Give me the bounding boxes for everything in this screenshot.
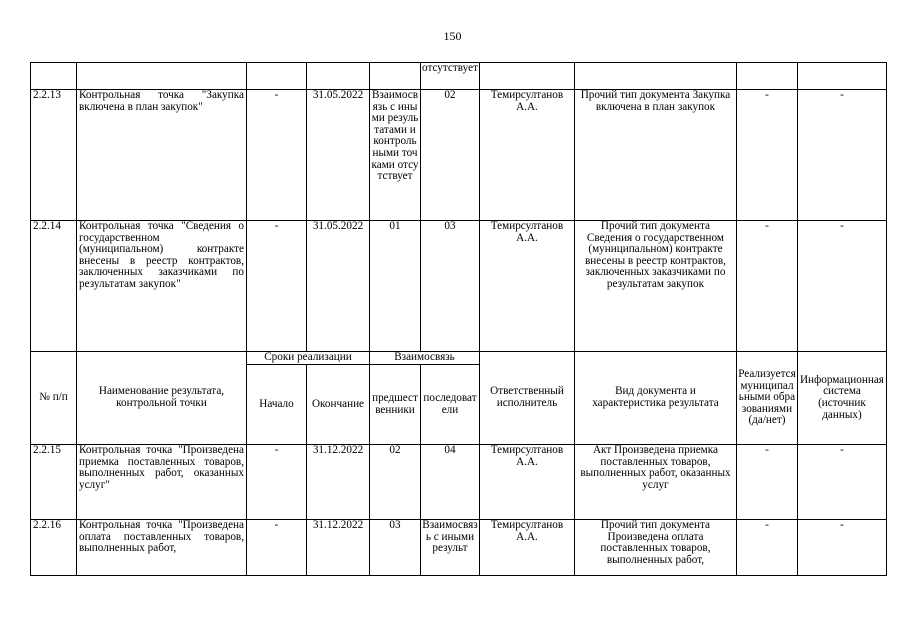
cell-num: 2.2.14 [31,221,77,352]
cell-start: - [247,445,307,520]
cell-num: 2.2.13 [31,90,77,221]
cell-successors: 02 [421,90,480,221]
header-num: № п/п [31,352,77,445]
header-name: Наименование результата, контрольной точки [77,352,247,445]
cell-info-system: - [797,90,886,221]
cell-doc-type: Прочий тип документа Закупка включена в план закупок [574,90,736,221]
cell-municipal: - [736,221,797,352]
table-row [31,520,887,576]
cell-start: - [247,520,307,576]
cell-predecessors: 02 [370,445,421,520]
cell-municipal: - [736,445,797,520]
cell-name: Контрольная точка "Произведена оплата поставленных товаров, выполненных работ, [77,520,247,576]
cell-name: Контрольная точка "Закупка включена в план закупок" [77,90,247,221]
cell-responsible: Темирсултанов А.А. [479,221,574,352]
header-info-system: Информационная система (источник данных) [797,352,886,445]
header-predecessors: предшественники [370,365,421,445]
table-header-row [31,352,887,365]
cell-end: 31.12.2022 [307,445,370,520]
cell-successors: 03 [421,221,480,352]
cell-municipal: - [736,520,797,576]
table-row-continued [31,63,887,90]
cell-name: Контрольная точка "Сведения о государственном (муниципальном) контракте внесены в реестр контрактов, заключенных заказчиками по результатам закупок" [77,221,247,352]
cell-num: 2.2.15 [31,445,77,520]
page-number: 150 [443,29,462,43]
header-end: Окончание [307,365,370,445]
header-successors: последователи [421,365,480,445]
cell-info-system: - [797,221,886,352]
cell-name: Контрольная точка "Произведена приемка поставленных товаров, выполненных работ, оказанных услуг" [77,445,247,520]
cell-end: 31.05.2022 [307,221,370,352]
cell-responsible: Темирсултанов А.А. [479,445,574,520]
cell-end: 31.05.2022 [307,90,370,221]
cell-doc-type: Акт Произведена приемка поставленных товаров, выполненных работ, оказанных услуг [574,445,736,520]
header-start: Начало [247,365,307,445]
cell-successors: 04 [421,445,480,520]
cell-predecessors: Взаимосвязь с иными результатами и контрольными точками отсутствует [370,90,421,221]
cell-start: - [247,90,307,221]
cell-info-system: - [797,520,886,576]
cell-info-system: - [797,445,886,520]
cell-start: - [247,221,307,352]
cell-num: 2.2.16 [31,520,77,576]
header-relation-group: Взаимосвязь [370,352,480,365]
cell-doc-type: Прочий тип документа Произведена оплата поставленных товаров, выполненных работ, [574,520,736,576]
header-dates-group: Сроки реализации [247,352,370,365]
cell-predecessors: 03 [370,520,421,576]
cell-successors: Взаимосвязь с иными результ [421,520,480,576]
cell-responsible: Темирсултанов А.А. [479,520,574,576]
header-responsible: Ответственный исполнитель [479,352,574,445]
cell-doc-type: Прочий тип документа Сведения о государственном (муниципальном) контракте внесены в реестр контрактов, заключенных заказчиками по результатам закупок [574,221,736,352]
table-row [31,445,887,520]
table-row [31,90,887,221]
cell-end: 31.12.2022 [307,520,370,576]
results-table [30,62,887,576]
header-municipal: Реализуется муниципальными образованиями (да/нет) [736,352,797,445]
cell-responsible: Темирсултанов А.А. [479,90,574,221]
table-row [31,221,887,352]
cell-municipal: - [736,90,797,221]
cell-predecessors: 01 [370,221,421,352]
header-doc-type: Вид документа и характеристика результата [574,352,736,445]
cell-successors: отсутствует [421,63,480,90]
